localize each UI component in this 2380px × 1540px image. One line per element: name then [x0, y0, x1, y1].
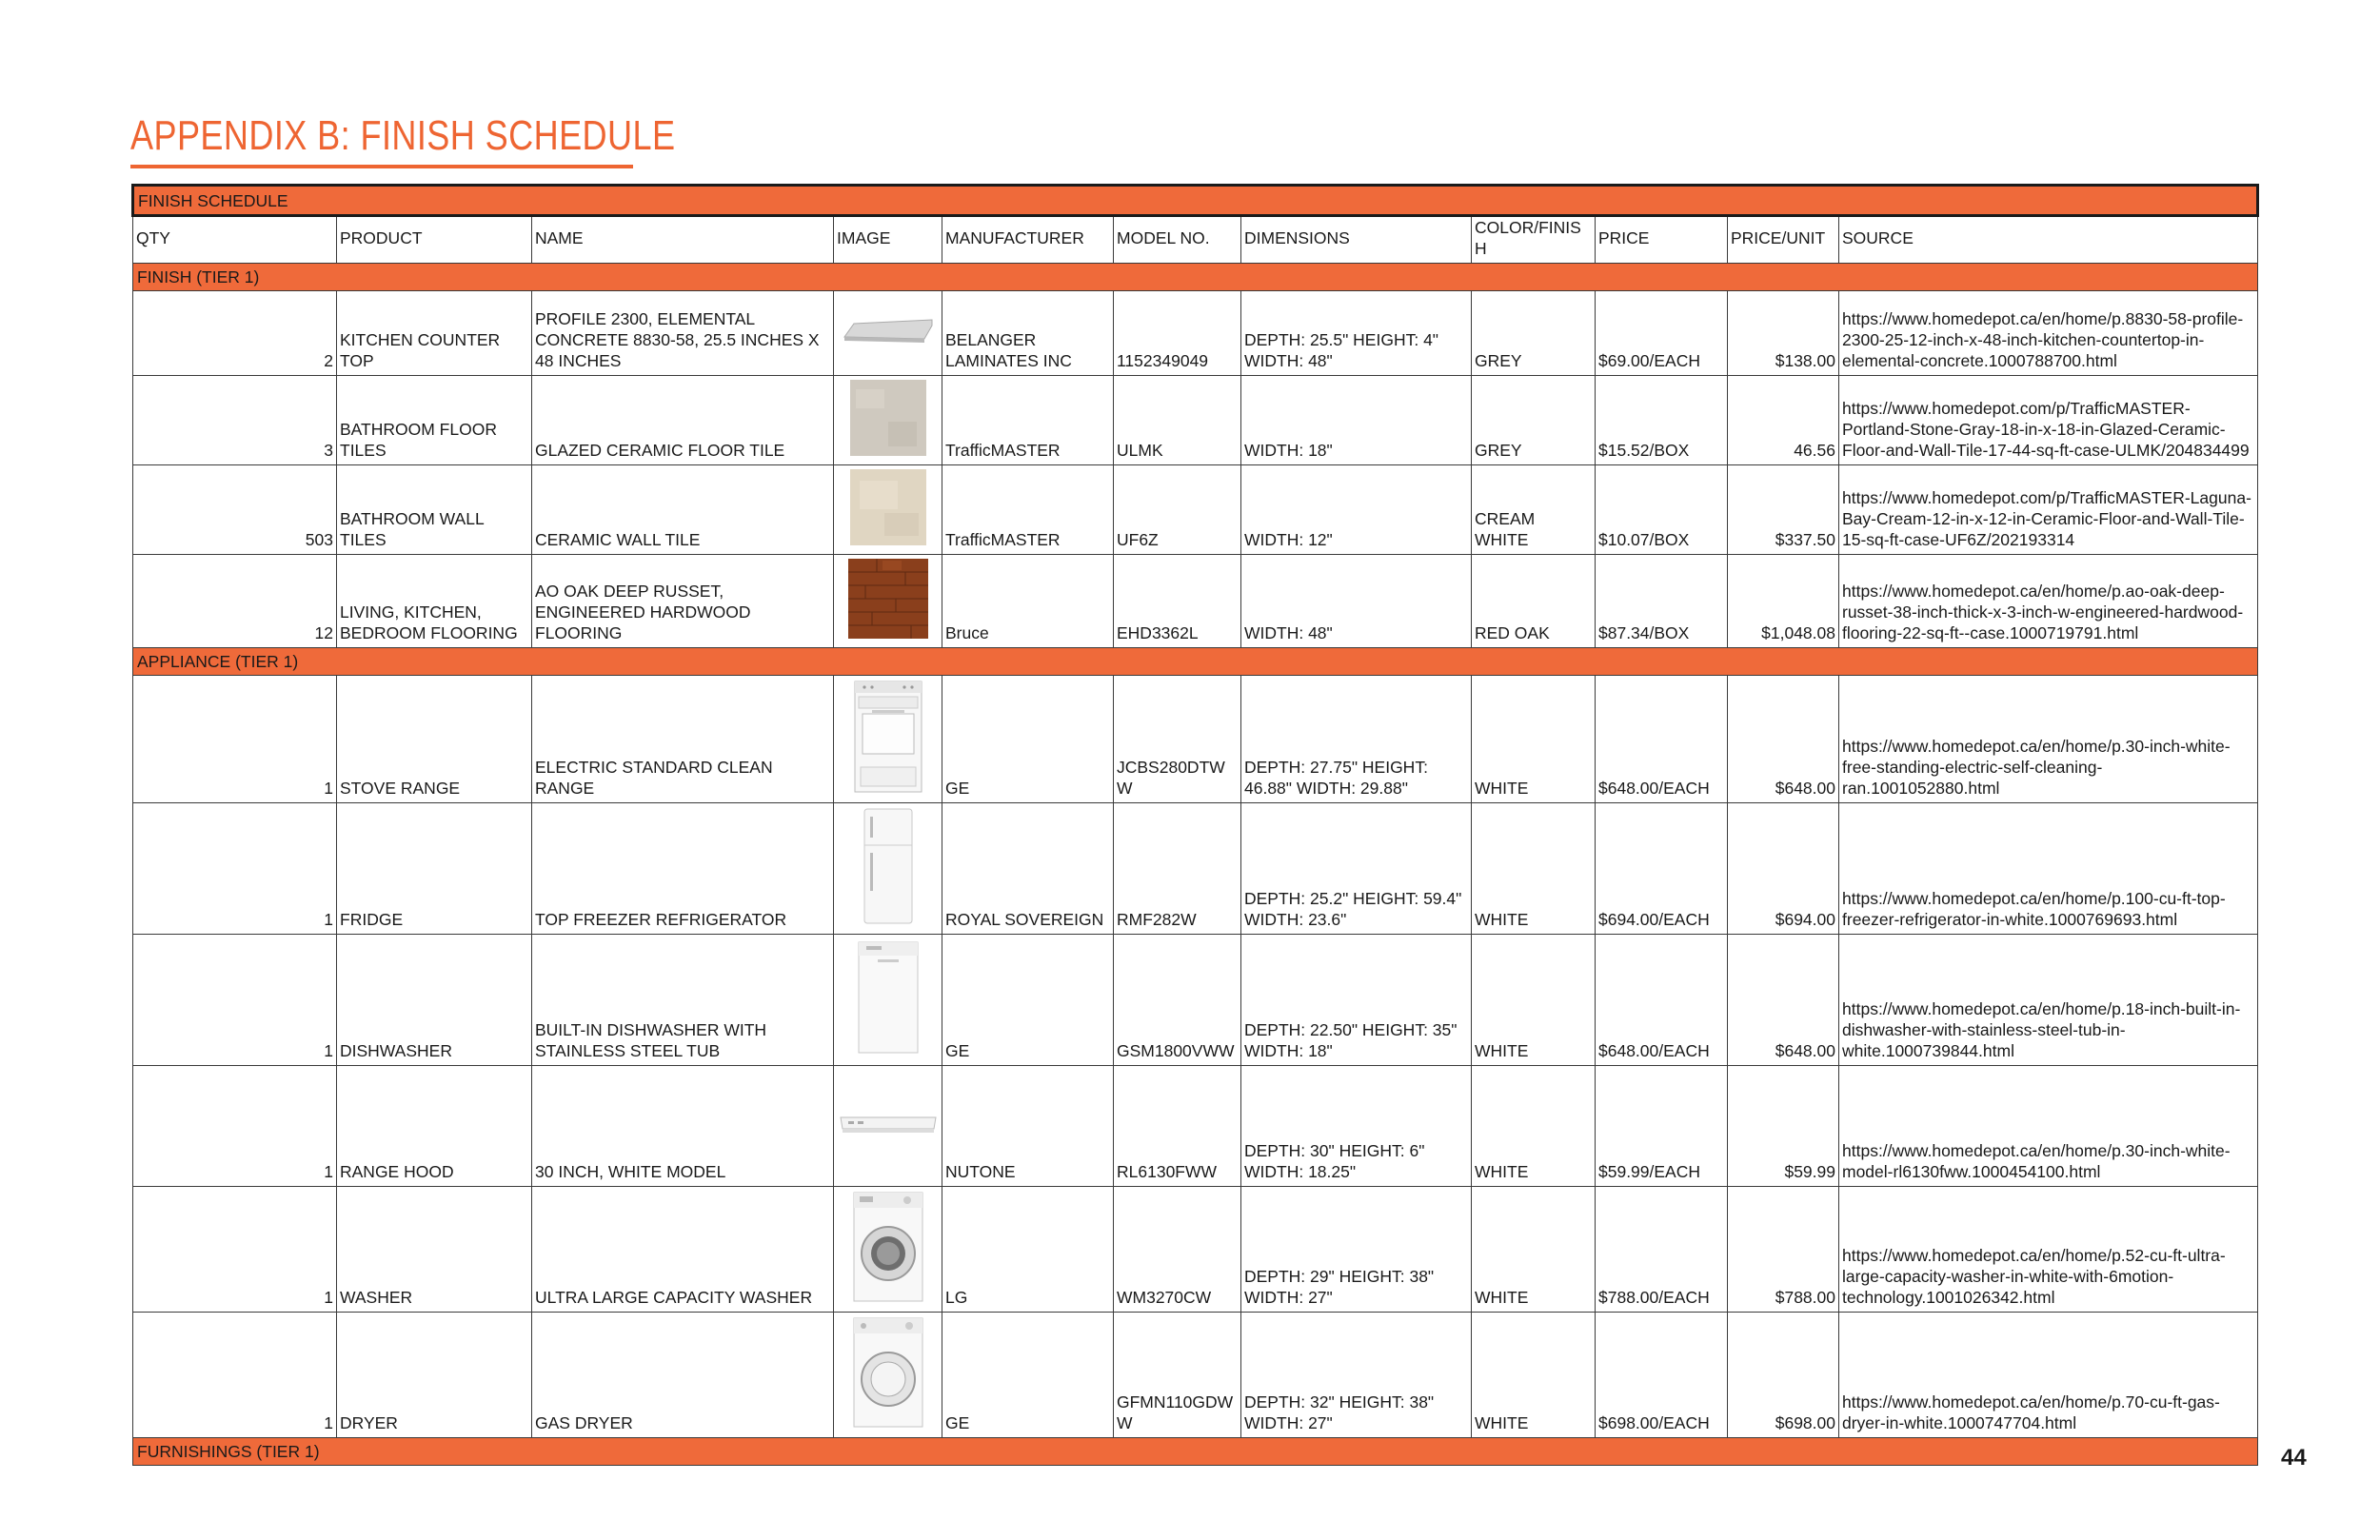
table-caption: FINISH SCHEDULE — [133, 186, 2258, 216]
price-cell: $698.00/EACH — [1596, 1313, 1728, 1438]
source-cell: https://www.homedepot.ca/en/home/p.100-cu-ft-top-freezer-refrigerator-in-white.1000769693.html — [1839, 803, 2258, 935]
price-cell: $10.07/BOX — [1596, 465, 1728, 555]
model-cell: GSM1800VWW — [1114, 935, 1241, 1066]
name-cell: AO OAK DEEP RUSSET, ENGINEERED HARDWOOD FLOORING — [532, 555, 834, 648]
section-label: FURNISHINGS (TIER 1) — [133, 1438, 2258, 1466]
color-cell: WHITE — [1472, 1313, 1596, 1438]
name-cell: CERAMIC WALL TILE — [532, 465, 834, 555]
image-cell — [834, 376, 942, 465]
section-row — [133, 1438, 2258, 1466]
dimensions-cell: WIDTH: 48" — [1241, 555, 1472, 648]
name-cell: ELECTRIC STANDARD CLEAN RANGE — [532, 676, 834, 803]
manufacturer-cell: BELANGER LAMINATES INC — [942, 291, 1114, 376]
name-cell: GAS DRYER — [532, 1313, 834, 1438]
wall-tile-image — [850, 469, 926, 550]
qty-cell: 1 — [133, 1313, 337, 1438]
section-row — [133, 264, 2258, 291]
table-row — [133, 376, 2258, 465]
manufacturer-cell: TrafficMASTER — [942, 465, 1114, 555]
color-cell: WHITE — [1472, 676, 1596, 803]
price-unit-cell: $1,048.08 — [1728, 555, 1839, 648]
header-name: NAME — [532, 216, 834, 264]
product-cell: STOVE RANGE — [337, 676, 532, 803]
source-cell: https://www.homedepot.com/p/TrafficMASTER-Laguna-Bay-Cream-12-in-x-12-in-Ceramic-Floor-and-Wall-Tile-15-sq-ft-case-UF6Z/202193314 — [1839, 465, 2258, 555]
washer-image — [850, 1191, 926, 1308]
source-cell: https://www.homedepot.ca/en/home/p.8830-58-profile-2300-25-12-inch-x-48-inch-kitchen-countertop-in-elemental-concrete.1000788700.html — [1839, 291, 2258, 376]
page-title: APPENDIX B: FINISH SCHEDULE — [130, 112, 676, 159]
image-cell — [834, 291, 942, 376]
image-cell — [834, 1313, 942, 1438]
model-cell: RMF282W — [1114, 803, 1241, 935]
image-cell — [834, 1187, 942, 1313]
model-cell: WM3270CW — [1114, 1187, 1241, 1313]
price-cell: $694.00/EACH — [1596, 803, 1728, 935]
header-price: PRICE — [1596, 216, 1728, 264]
product-cell: DISHWASHER — [337, 935, 532, 1066]
dimensions-cell: DEPTH: 25.5" HEIGHT: 4" WIDTH: 48" — [1241, 291, 1472, 376]
dimensions-cell: DEPTH: 29" HEIGHT: 38" WIDTH: 27" — [1241, 1187, 1472, 1313]
dimensions-cell: DEPTH: 27.75" HEIGHT: 46.88" WIDTH: 29.88" — [1241, 676, 1472, 803]
model-cell: 1152349049 — [1114, 291, 1241, 376]
countertop-image — [841, 312, 936, 355]
color-cell: WHITE — [1472, 1066, 1596, 1187]
price-cell: $648.00/EACH — [1596, 935, 1728, 1066]
qty-cell: 503 — [133, 465, 337, 555]
manufacturer-cell: GE — [942, 935, 1114, 1066]
table-row — [133, 291, 2258, 376]
color-cell: WHITE — [1472, 803, 1596, 935]
header-model: MODEL NO. — [1114, 216, 1241, 264]
header-dimensions: DIMENSIONS — [1241, 216, 1472, 264]
table-row — [133, 555, 2258, 648]
image-cell — [834, 803, 942, 935]
title-underline — [130, 165, 633, 168]
manufacturer-cell: TrafficMASTER — [942, 376, 1114, 465]
product-cell: LIVING, KITCHEN, BEDROOM FLOORING — [337, 555, 532, 648]
qty-cell: 1 — [133, 1066, 337, 1187]
manufacturer-cell: LG — [942, 1187, 1114, 1313]
qty-cell: 1 — [133, 935, 337, 1066]
color-cell: RED OAK — [1472, 555, 1596, 648]
finish-schedule-table — [131, 184, 2259, 1466]
header-manufacturer: MANUFACTURER — [942, 216, 1114, 264]
header-color: COLOR/FINISH — [1472, 216, 1596, 264]
stove-image — [851, 680, 925, 799]
model-cell: UF6Z — [1114, 465, 1241, 555]
price-unit-cell: $337.50 — [1728, 465, 1839, 555]
floor-tile-image — [850, 380, 926, 461]
table-row — [133, 935, 2258, 1066]
dimensions-cell: DEPTH: 22.50" HEIGHT: 35" WIDTH: 18" — [1241, 935, 1472, 1066]
price-unit-cell: $694.00 — [1728, 803, 1839, 935]
hardwood-image — [848, 559, 928, 643]
product-cell: DRYER — [337, 1313, 532, 1438]
table-row — [133, 1066, 2258, 1187]
price-unit-cell: $788.00 — [1728, 1187, 1839, 1313]
qty-cell: 12 — [133, 555, 337, 648]
manufacturer-cell: ROYAL SOVEREIGN — [942, 803, 1114, 935]
fridge-image — [859, 807, 918, 930]
qty-cell: 1 — [133, 803, 337, 935]
color-cell: GREY — [1472, 291, 1596, 376]
header-product: PRODUCT — [337, 216, 532, 264]
product-cell: KITCHEN COUNTER TOP — [337, 291, 532, 376]
table-row — [133, 1313, 2258, 1438]
header-image: IMAGE — [834, 216, 942, 264]
product-cell: FRIDGE — [337, 803, 532, 935]
price-cell: $69.00/EACH — [1596, 291, 1728, 376]
header-price-unit: PRICE/UNIT — [1728, 216, 1839, 264]
source-cell: https://www.homedepot.ca/en/home/p.30-inch-white-free-standing-electric-self-cleaning-ran.1001052880.html — [1839, 676, 2258, 803]
source-cell: https://www.homedepot.ca/en/home/p.70-cu-ft-gas-dryer-in-white.1000747704.html — [1839, 1313, 2258, 1438]
price-cell: $87.34/BOX — [1596, 555, 1728, 648]
header-row — [133, 216, 2258, 264]
table-caption-row — [133, 186, 2258, 216]
price-unit-cell: $59.99 — [1728, 1066, 1839, 1187]
name-cell: PROFILE 2300, ELEMENTAL CONCRETE 8830-58, 25.5 INCHES X 48 INCHES — [532, 291, 834, 376]
dimensions-cell: DEPTH: 25.2" HEIGHT: 59.4" WIDTH: 23.6" — [1241, 803, 1472, 935]
source-cell: https://www.homedepot.ca/en/home/p.ao-oak-deep-russet-38-inch-thick-x-3-inch-w-engineered-hardwood-flooring-22-sq-ft--case.1000719791.html — [1839, 555, 2258, 648]
name-cell: ULTRA LARGE CAPACITY WASHER — [532, 1187, 834, 1313]
price-cell: $788.00/EACH — [1596, 1187, 1728, 1313]
product-cell: WASHER — [337, 1187, 532, 1313]
section-row — [133, 648, 2258, 676]
manufacturer-cell: NUTONE — [942, 1066, 1114, 1187]
model-cell: GFMN110GDWW — [1114, 1313, 1241, 1438]
dryer-image — [850, 1316, 926, 1433]
qty-cell: 1 — [133, 1187, 337, 1313]
product-cell: BATHROOM FLOOR TILES — [337, 376, 532, 465]
header-qty: QTY — [133, 216, 337, 264]
color-cell: WHITE — [1472, 1187, 1596, 1313]
table-row — [133, 465, 2258, 555]
color-cell: CREAM WHITE — [1472, 465, 1596, 555]
manufacturer-cell: GE — [942, 1313, 1114, 1438]
table-row — [133, 803, 2258, 935]
name-cell: GLAZED CERAMIC FLOOR TILE — [532, 376, 834, 465]
image-cell — [834, 935, 942, 1066]
name-cell: TOP FREEZER REFRIGERATOR — [532, 803, 834, 935]
color-cell: WHITE — [1472, 935, 1596, 1066]
model-cell: RL6130FWW — [1114, 1066, 1241, 1187]
price-unit-cell: $648.00 — [1728, 935, 1839, 1066]
dimensions-cell: WIDTH: 18" — [1241, 376, 1472, 465]
image-cell — [834, 465, 942, 555]
qty-cell: 1 — [133, 676, 337, 803]
price-cell: $648.00/EACH — [1596, 676, 1728, 803]
manufacturer-cell: Bruce — [942, 555, 1114, 648]
color-cell: GREY — [1472, 376, 1596, 465]
price-cell: $59.99/EACH — [1596, 1066, 1728, 1187]
dimensions-cell: DEPTH: 32" HEIGHT: 38" WIDTH: 27" — [1241, 1313, 1472, 1438]
qty-cell: 3 — [133, 376, 337, 465]
dimensions-cell: DEPTH: 30" HEIGHT: 6" WIDTH: 18.25" — [1241, 1066, 1472, 1187]
price-unit-cell: 46.56 — [1728, 376, 1839, 465]
section-label: FINISH (TIER 1) — [133, 264, 2258, 291]
name-cell: 30 INCH, WHITE MODEL — [532, 1066, 834, 1187]
model-cell: EHD3362L — [1114, 555, 1241, 648]
name-cell: BUILT-IN DISHWASHER WITH STAINLESS STEEL TUB — [532, 935, 834, 1066]
product-cell: RANGE HOOD — [337, 1066, 532, 1187]
table-row — [133, 1187, 2258, 1313]
source-cell: https://www.homedepot.com/p/TrafficMASTER-Portland-Stone-Gray-18-in-x-18-in-Glazed-Ceramic-Floor-and-Wall-Tile-17-44-sq-ft-case-ULMK/204834499 — [1839, 376, 2258, 465]
source-cell: https://www.homedepot.ca/en/home/p.18-inch-built-in-dishwasher-with-stainless-steel-tub-in-white.1000739844.html — [1839, 935, 2258, 1066]
page-number: 44 — [2281, 1445, 2307, 1471]
image-cell — [834, 676, 942, 803]
price-unit-cell: $698.00 — [1728, 1313, 1839, 1438]
manufacturer-cell: GE — [942, 676, 1114, 803]
model-cell: ULMK — [1114, 376, 1241, 465]
header-source: SOURCE — [1839, 216, 2258, 264]
section-label: APPLIANCE (TIER 1) — [133, 648, 2258, 676]
price-cell: $15.52/BOX — [1596, 376, 1728, 465]
model-cell: JCBS280DTWW — [1114, 676, 1241, 803]
qty-cell: 2 — [133, 291, 337, 376]
product-cell: BATHROOM WALL TILES — [337, 465, 532, 555]
source-cell: https://www.homedepot.ca/en/home/p.52-cu-ft-ultra-large-capacity-washer-in-white-with-6motion-technology.1001026342.html — [1839, 1187, 2258, 1313]
dimensions-cell: WIDTH: 12" — [1241, 465, 1472, 555]
range-hood-image — [839, 1110, 938, 1143]
source-cell: https://www.homedepot.ca/en/home/p.30-inch-white-model-rl6130fww.1000454100.html — [1839, 1066, 2258, 1187]
image-cell — [834, 1066, 942, 1187]
image-cell — [834, 555, 942, 648]
price-unit-cell: $648.00 — [1728, 676, 1839, 803]
table-row — [133, 676, 2258, 803]
dishwasher-image — [853, 938, 923, 1061]
price-unit-cell: $138.00 — [1728, 291, 1839, 376]
